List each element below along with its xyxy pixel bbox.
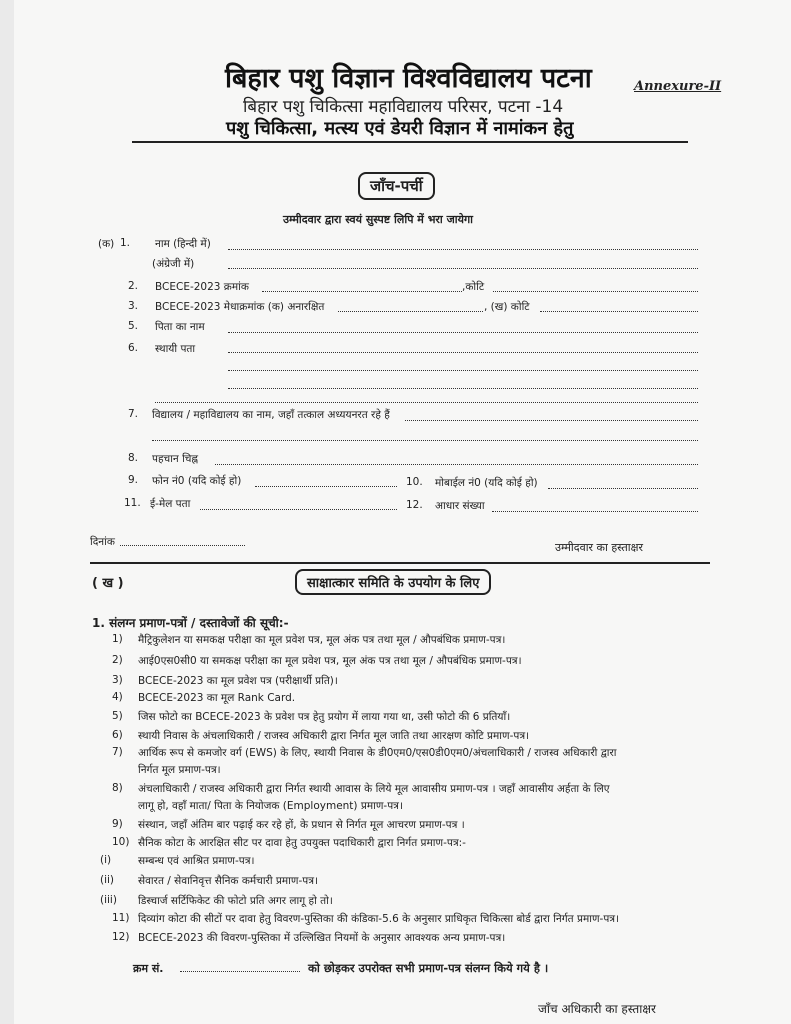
list-item-text: संस्थान, जहाँ अंतिम बार पढ़ाई कर रहे हों, के प्रधान से निर्गत मूल आचरण प्रमाण-पत्र ।: [138, 819, 465, 831]
field-name-hindi-line[interactable]: [228, 249, 698, 250]
list-item-text: BCECE-2023 की विवरण-पुस्तिका में उल्लिखित नियमों के अनुसार आवश्यक अन्य प्रमाण-पत्र।: [138, 932, 506, 944]
field-bcece-roll-label: BCECE-2023 क्रमांक: [155, 281, 249, 293]
field-7-num: 7.: [128, 408, 139, 420]
kram-label: क्रम सं.: [133, 962, 164, 975]
field-10-num: 10.: [406, 476, 423, 488]
list-item-text: आई0एस0सी0 या समकक्ष परीक्षा का मूल प्रवेश पत्र, मूल अंक पत्र तथा मूल / औपबंधिक प्रमाण-पत्र।: [138, 655, 522, 667]
field-8-num: 8.: [128, 452, 139, 464]
list-item-text: सैनिक कोटा के आरक्षित सीट पर दावा हेतु उपयुक्त पदाधिकारी द्वारा निर्गत प्रमाण-पत्र:-: [138, 837, 466, 849]
candidate-signature-label: उम्मीदवार का हस्ताक्षर: [555, 541, 643, 554]
list-item-text: दिव्यांग कोटा की सीटों पर दावा हेतु विवरण-पुस्तिका की कंडिका-5.6 के अनुसार प्राधिकृत चिकित्सा बोर्ड द्वारा निर्गत प्रमाण-पत्र।: [138, 913, 620, 925]
section-b-title-box: साक्षात्कार समिति के उपयोग के लिए: [295, 569, 491, 595]
list-item-number: 9): [112, 818, 123, 830]
list-item-continuation: लागू हो, वहाँ माता/ पिता के नियोजक (Employment) प्रमाण-पत्र।: [138, 800, 403, 812]
field-email-line[interactable]: [200, 509, 397, 510]
field-merit-unreserved-line[interactable]: [338, 311, 483, 312]
list-item-text: BCECE-2023 का मूल Rank Card.: [138, 692, 296, 704]
list-item-continuation: निर्गत मूल प्रमाण-पत्र।: [138, 764, 221, 776]
field-name-english-label: (अंग्रेजी में): [152, 258, 195, 270]
list-item-number: 12): [112, 931, 130, 943]
field-school-line-1[interactable]: [405, 420, 698, 421]
field-identification-label: पहचान चिह्न: [152, 453, 199, 465]
section-b-label: ( ख ): [92, 576, 124, 591]
field-school-label: विद्यालय / महाविद्यालय का नाम, जहाँ तत्काल अध्ययनरत रहे हैं: [152, 409, 390, 421]
scan-edge: [0, 0, 14, 1024]
field-address-label: स्थायी पता: [155, 343, 196, 355]
list-item-number: 4): [112, 691, 123, 703]
list-item-number: 11): [112, 912, 130, 924]
field-email-label: ई-मेल पता: [150, 498, 191, 510]
field-5-num: 5.: [128, 320, 139, 332]
field-6-num: 6.: [128, 342, 139, 354]
field-mobile-label: मोबाईल नं0 (यदि कोई हो): [435, 477, 538, 489]
list-item-number: 3): [112, 674, 123, 686]
field-address-line-3[interactable]: [228, 388, 698, 389]
field-roll-category-label: ,कोटि: [462, 281, 485, 293]
list-item-text: सम्बन्ध एवं आश्रित प्रमाण-पत्र।: [138, 855, 255, 867]
list-item-number: 5): [112, 710, 123, 722]
list-item-number: 2): [112, 654, 123, 666]
university-title: बिहार पशु विज्ञान विश्वविद्यालय पटना: [225, 63, 592, 94]
field-name-english-line[interactable]: [228, 268, 698, 269]
field-11-num: 11.: [124, 497, 141, 509]
instruction-text: उम्मीदवार द्वारा स्वयं सुस्पष्ट लिपि में भरा जायेगा: [283, 213, 474, 226]
list-item-number: 1): [112, 633, 123, 645]
section-divider: [90, 562, 710, 564]
list-heading: 1. संलग्न प्रमाण-पत्रों / दस्तावेजों की सूची:-: [92, 616, 289, 630]
field-bcece-roll-line[interactable]: [262, 291, 462, 292]
annexure-label: Annexure-II: [634, 79, 722, 94]
list-item-number: (i): [100, 854, 112, 866]
field-aadhaar-line[interactable]: [492, 511, 698, 512]
list-item-text: जिस फोटो का BCECE-2023 के प्रवेश पत्र हेतु प्रयोग में लाया गया था, उसी फोटो की 6 प्रतियाँ।: [138, 711, 511, 723]
field-address-line-1[interactable]: [228, 352, 698, 353]
list-item-text: डिस्चार्ज सर्टिफिकेट की फोटो प्रति अगर लागू हो तो।: [138, 895, 333, 907]
section-a-label: (क): [98, 238, 115, 250]
field-roll-category-line[interactable]: [493, 291, 698, 292]
list-item-number: (iii): [100, 894, 117, 906]
list-item-text: स्थायी निवास के अंचलाधिकारी / राजस्व अधिकारी द्वारा निर्गत मूल जाति तथा आरक्षण कोटि प्रमाण-पत्र।: [138, 730, 530, 742]
field-phone-line[interactable]: [255, 486, 397, 487]
field-father-name-line[interactable]: [228, 332, 698, 333]
field-father-name-label: पिता का नाम: [155, 321, 205, 333]
list-item-text: अंचलाधिकारी / राजस्व अधिकारी द्वारा निर्गत स्थायी आवास के लिये मूल आवासीय प्रमाण-पत्र । जहाँ आवासीय अर्हता के लिए: [138, 783, 610, 795]
field-identification-line[interactable]: [215, 464, 698, 465]
kram-line[interactable]: [180, 971, 300, 972]
field-1-num: 1.: [120, 237, 131, 249]
college-address: बिहार पशु चिकित्सा महाविद्यालय परिसर, पटना -14: [243, 97, 564, 117]
list-item-number: (ii): [100, 874, 115, 886]
date-label: दिनांक: [90, 536, 115, 548]
list-item-text: सेवारत / सेवानिवृत्त सैनिक कर्मचारी प्रमाण-पत्र।: [138, 875, 319, 887]
date-line[interactable]: [120, 545, 245, 546]
list-item-text: BCECE-2023 का मूल प्रवेश पत्र (परीक्षार्थी प्रति)।: [138, 675, 338, 687]
field-12-num: 12.: [406, 499, 423, 511]
field-name-hindi-label: नाम (हिन्दी में): [155, 238, 211, 250]
list-item-number: 6): [112, 729, 123, 741]
field-mobile-line[interactable]: [548, 488, 698, 489]
form-title-box: जाँच-पर्ची: [358, 172, 435, 200]
field-9-num: 9.: [128, 474, 139, 486]
field-phone-label: फोन नं0 (यदि कोई हो): [152, 475, 242, 487]
field-merit-category-line[interactable]: [540, 311, 698, 312]
admission-heading: पशु चिकित्सा, मत्स्य एवं डेयरी विज्ञान में नामांकन हेतु: [226, 118, 574, 139]
field-address-line-4[interactable]: [155, 402, 698, 403]
field-aadhaar-label: आधार संख्या: [435, 500, 485, 512]
list-item-text: मैट्रिकुलेशन या समकक्ष परीक्षा का मूल प्रवेश पत्र, मूल अंक पत्र तथा मूल / औपबंधिक प्रमाण-पत्र।: [138, 634, 506, 646]
list-item-number: 7): [112, 746, 123, 758]
field-merit-category-label: , (ख) कोटि: [484, 301, 530, 313]
field-merit-label: BCECE-2023 मेधाक्रमांक (क) अनारक्षित: [155, 301, 325, 313]
kram-statement: को छोड़कर उपरोक्त सभी प्रमाण-पत्र संलग्न किये गये है ।: [308, 961, 549, 975]
field-3-num: 3.: [128, 300, 139, 312]
officer-signature-label: जाँच अधिकारी का हस्ताक्षर: [538, 1002, 656, 1016]
field-school-line-2[interactable]: [152, 440, 698, 441]
field-address-line-2[interactable]: [228, 370, 698, 371]
field-2-num: 2.: [128, 280, 139, 292]
list-item-number: 8): [112, 782, 123, 794]
list-item-number: 10): [112, 836, 130, 848]
list-item-text: आर्थिक रूप से कमजोर वर्ग (EWS) के लिए, स्थायी निवास के डी0एम0/एस0डी0एम0/अंचलाधिकारी / राजस्व अधिकारी द्वारा: [138, 747, 617, 759]
header-rule: [132, 141, 688, 143]
